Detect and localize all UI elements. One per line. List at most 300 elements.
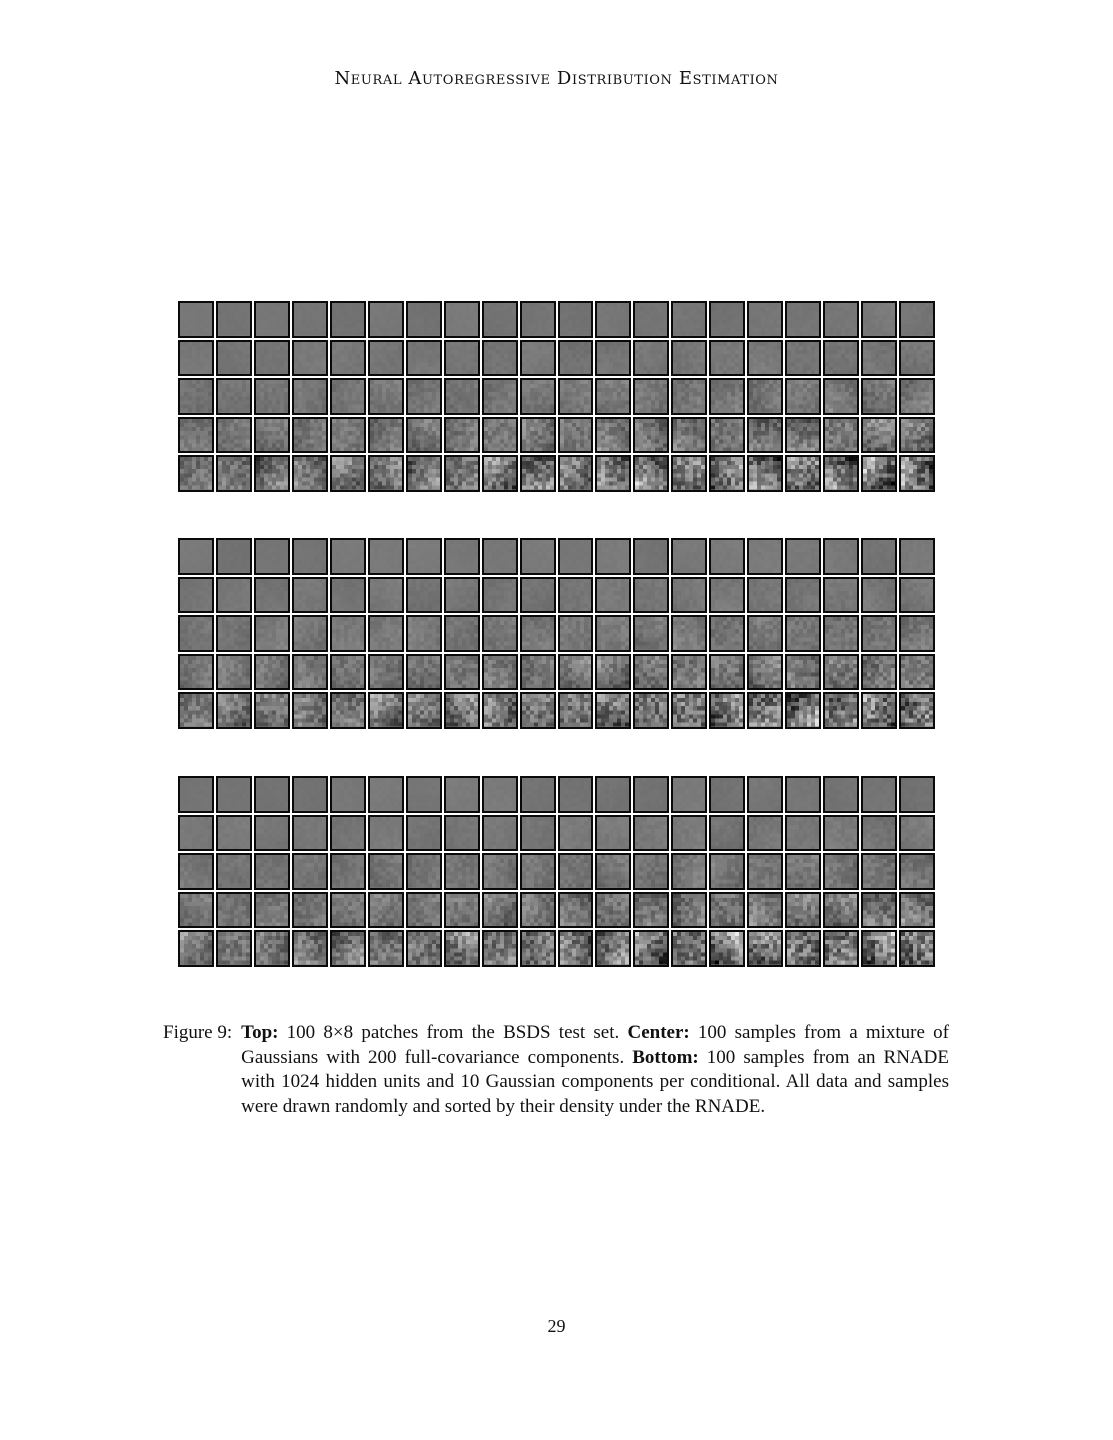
patch xyxy=(671,930,707,967)
patch xyxy=(406,340,442,377)
patch xyxy=(330,577,366,614)
patch xyxy=(520,654,556,691)
patch xyxy=(785,378,821,415)
patch xyxy=(595,654,631,691)
patch xyxy=(595,340,631,377)
patch xyxy=(633,930,669,967)
patch xyxy=(368,654,404,691)
patch xyxy=(861,378,897,415)
patch xyxy=(709,378,745,415)
patch xyxy=(444,692,480,729)
patch xyxy=(633,776,669,813)
patch-panel-center xyxy=(178,538,935,729)
patch xyxy=(444,615,480,652)
patch xyxy=(254,538,290,575)
patch xyxy=(482,815,518,852)
patch xyxy=(482,538,518,575)
patch xyxy=(709,615,745,652)
patch xyxy=(595,538,631,575)
patch xyxy=(330,815,366,852)
patch xyxy=(368,417,404,454)
patch xyxy=(823,378,859,415)
patch xyxy=(292,538,328,575)
patch xyxy=(406,538,442,575)
patch xyxy=(861,301,897,338)
patch xyxy=(406,577,442,614)
patch xyxy=(671,815,707,852)
patch xyxy=(823,853,859,890)
patch xyxy=(368,340,404,377)
patch xyxy=(899,340,935,377)
patch xyxy=(899,930,935,967)
patch xyxy=(178,615,214,652)
patch xyxy=(216,577,252,614)
patch xyxy=(444,538,480,575)
patch xyxy=(520,853,556,890)
patch xyxy=(368,378,404,415)
patch xyxy=(558,654,594,691)
patch xyxy=(482,776,518,813)
patch xyxy=(785,455,821,492)
patch xyxy=(406,301,442,338)
patch xyxy=(595,455,631,492)
patch xyxy=(823,340,859,377)
patch xyxy=(747,340,783,377)
patch xyxy=(558,930,594,967)
patch xyxy=(368,538,404,575)
patch xyxy=(709,301,745,338)
patch xyxy=(633,538,669,575)
patch xyxy=(254,815,290,852)
patch xyxy=(595,301,631,338)
patch xyxy=(558,815,594,852)
patch xyxy=(747,853,783,890)
patch xyxy=(406,853,442,890)
patch xyxy=(292,776,328,813)
patch xyxy=(785,853,821,890)
patch xyxy=(254,776,290,813)
patch xyxy=(633,654,669,691)
patch-panel-bottom xyxy=(178,776,935,967)
patch xyxy=(595,417,631,454)
patch xyxy=(747,930,783,967)
patch xyxy=(671,417,707,454)
patch xyxy=(785,417,821,454)
patch xyxy=(330,776,366,813)
patch xyxy=(823,776,859,813)
patch xyxy=(899,853,935,890)
patch xyxy=(406,892,442,929)
patch xyxy=(785,301,821,338)
patch xyxy=(216,853,252,890)
patch xyxy=(520,417,556,454)
patch xyxy=(444,378,480,415)
patch xyxy=(216,455,252,492)
patch xyxy=(216,815,252,852)
patch xyxy=(633,455,669,492)
patch xyxy=(444,455,480,492)
patch xyxy=(558,340,594,377)
patch xyxy=(899,301,935,338)
patch xyxy=(747,577,783,614)
patch xyxy=(444,776,480,813)
patch xyxy=(254,892,290,929)
patch xyxy=(709,455,745,492)
patch xyxy=(899,776,935,813)
patch xyxy=(785,654,821,691)
patch xyxy=(482,301,518,338)
patch xyxy=(861,776,897,813)
patch xyxy=(178,340,214,377)
patch xyxy=(633,378,669,415)
patch xyxy=(595,692,631,729)
patch xyxy=(633,692,669,729)
patch xyxy=(444,417,480,454)
patch xyxy=(444,930,480,967)
patch xyxy=(709,930,745,967)
patch xyxy=(709,417,745,454)
patch xyxy=(709,776,745,813)
patch xyxy=(520,892,556,929)
patch xyxy=(785,692,821,729)
patch xyxy=(747,815,783,852)
patch xyxy=(292,815,328,852)
patch xyxy=(899,538,935,575)
patch xyxy=(595,815,631,852)
patch xyxy=(406,930,442,967)
patch xyxy=(292,654,328,691)
patch xyxy=(709,577,745,614)
patch xyxy=(823,301,859,338)
patch xyxy=(899,417,935,454)
patch xyxy=(785,615,821,652)
patch xyxy=(368,930,404,967)
patch xyxy=(368,776,404,813)
patch xyxy=(747,892,783,929)
patch xyxy=(558,853,594,890)
patch xyxy=(671,776,707,813)
patch xyxy=(330,378,366,415)
patch xyxy=(671,301,707,338)
patch xyxy=(520,538,556,575)
patch-panel-top xyxy=(178,301,935,492)
patch xyxy=(292,455,328,492)
patch xyxy=(899,892,935,929)
patch xyxy=(254,930,290,967)
patch xyxy=(254,654,290,691)
patch xyxy=(178,815,214,852)
patch xyxy=(178,930,214,967)
patch xyxy=(482,577,518,614)
patch xyxy=(861,853,897,890)
patch xyxy=(216,301,252,338)
caption-center-label: Center: xyxy=(627,1022,690,1043)
patch xyxy=(292,340,328,377)
patch xyxy=(444,340,480,377)
caption-top-text: 100 8×8 patches from the BSDS test set. xyxy=(278,1022,628,1043)
patch xyxy=(368,815,404,852)
patch xyxy=(444,815,480,852)
patch xyxy=(216,417,252,454)
patch xyxy=(785,930,821,967)
patch xyxy=(558,301,594,338)
patch xyxy=(823,654,859,691)
patch xyxy=(633,577,669,614)
patch xyxy=(368,577,404,614)
patch xyxy=(406,417,442,454)
figure-caption xyxy=(163,1021,949,1119)
patch xyxy=(823,417,859,454)
patch xyxy=(330,692,366,729)
running-head: Neural Autoregressive Distribution Estimation xyxy=(334,68,779,89)
caption-label: Figure 9: xyxy=(163,1022,233,1043)
patch xyxy=(178,654,214,691)
patch xyxy=(633,301,669,338)
patch xyxy=(368,853,404,890)
patch xyxy=(178,577,214,614)
patch xyxy=(633,892,669,929)
patch xyxy=(899,654,935,691)
patch xyxy=(709,654,745,691)
patch xyxy=(861,577,897,614)
patch xyxy=(823,615,859,652)
patch xyxy=(709,538,745,575)
patch xyxy=(254,577,290,614)
patch xyxy=(216,378,252,415)
patch xyxy=(330,538,366,575)
patch xyxy=(861,538,897,575)
patch xyxy=(558,776,594,813)
patch xyxy=(861,615,897,652)
patch xyxy=(292,930,328,967)
patch xyxy=(406,776,442,813)
patch xyxy=(216,776,252,813)
patch xyxy=(671,455,707,492)
patch xyxy=(747,378,783,415)
patch xyxy=(520,930,556,967)
patch xyxy=(444,577,480,614)
patch xyxy=(823,692,859,729)
patch xyxy=(254,455,290,492)
patch xyxy=(633,417,669,454)
patch xyxy=(330,417,366,454)
patch xyxy=(595,577,631,614)
patch xyxy=(671,340,707,377)
patch xyxy=(178,378,214,415)
patch xyxy=(178,776,214,813)
patch xyxy=(785,815,821,852)
patch xyxy=(709,692,745,729)
patch xyxy=(406,692,442,729)
patch xyxy=(747,538,783,575)
patch xyxy=(482,892,518,929)
patch xyxy=(254,853,290,890)
patch xyxy=(747,692,783,729)
patch xyxy=(254,615,290,652)
patch xyxy=(558,417,594,454)
patch xyxy=(747,417,783,454)
patch xyxy=(178,892,214,929)
patch xyxy=(899,615,935,652)
patch xyxy=(444,892,480,929)
patch xyxy=(899,692,935,729)
patch xyxy=(330,301,366,338)
patch xyxy=(292,853,328,890)
patch xyxy=(633,340,669,377)
patch xyxy=(520,301,556,338)
patch xyxy=(292,301,328,338)
patch xyxy=(406,378,442,415)
patch xyxy=(330,654,366,691)
patch xyxy=(482,930,518,967)
patch xyxy=(216,340,252,377)
patch xyxy=(671,538,707,575)
patch xyxy=(520,577,556,614)
patch xyxy=(709,340,745,377)
patch xyxy=(292,692,328,729)
patch xyxy=(444,853,480,890)
patch xyxy=(899,455,935,492)
patch xyxy=(785,577,821,614)
caption-top-label: Top: xyxy=(241,1022,279,1043)
patch xyxy=(406,654,442,691)
patch xyxy=(861,455,897,492)
caption-body xyxy=(241,1021,949,1119)
patch xyxy=(292,615,328,652)
patch xyxy=(671,892,707,929)
patch xyxy=(292,417,328,454)
patch xyxy=(406,615,442,652)
patch xyxy=(747,654,783,691)
patch xyxy=(747,455,783,492)
patch xyxy=(178,455,214,492)
patch xyxy=(330,892,366,929)
patch xyxy=(178,853,214,890)
patch xyxy=(595,892,631,929)
patch xyxy=(482,654,518,691)
patch xyxy=(595,776,631,813)
patch xyxy=(254,301,290,338)
caption-bottom-text: 100 samples from an RNADE with 1024 hidden units and 10 Gaussian components per conditional. All data and samples were drawn randomly and sorted by their density under the RNADE. xyxy=(241,1046,949,1117)
patch xyxy=(558,378,594,415)
patch xyxy=(861,892,897,929)
patch xyxy=(899,577,935,614)
patch xyxy=(368,455,404,492)
patch xyxy=(520,815,556,852)
patch xyxy=(671,615,707,652)
patch xyxy=(558,577,594,614)
patch xyxy=(671,654,707,691)
patch xyxy=(178,417,214,454)
patch xyxy=(861,815,897,852)
patch xyxy=(444,301,480,338)
patch xyxy=(747,615,783,652)
patch xyxy=(254,692,290,729)
patch xyxy=(823,815,859,852)
patch xyxy=(785,340,821,377)
patch xyxy=(558,692,594,729)
patch xyxy=(520,615,556,652)
patch xyxy=(595,853,631,890)
patch xyxy=(595,378,631,415)
patch xyxy=(785,776,821,813)
patch xyxy=(633,815,669,852)
patch xyxy=(899,815,935,852)
patch xyxy=(899,378,935,415)
patch xyxy=(216,615,252,652)
patch xyxy=(178,692,214,729)
patch xyxy=(633,853,669,890)
patch xyxy=(709,853,745,890)
patch xyxy=(747,301,783,338)
patch xyxy=(216,892,252,929)
patch xyxy=(444,654,480,691)
patch xyxy=(254,378,290,415)
patch xyxy=(482,340,518,377)
patch xyxy=(482,853,518,890)
patch xyxy=(558,615,594,652)
patch xyxy=(823,538,859,575)
patch xyxy=(482,692,518,729)
patch xyxy=(558,538,594,575)
patch xyxy=(406,815,442,852)
patch xyxy=(671,378,707,415)
patch xyxy=(330,455,366,492)
patch xyxy=(330,930,366,967)
patch xyxy=(861,654,897,691)
patch xyxy=(861,417,897,454)
caption-bottom-label: Bottom: xyxy=(632,1046,699,1068)
patch xyxy=(785,538,821,575)
patch xyxy=(861,340,897,377)
patch xyxy=(482,615,518,652)
patch xyxy=(482,378,518,415)
patch xyxy=(254,417,290,454)
patch xyxy=(595,930,631,967)
patch xyxy=(216,538,252,575)
patch xyxy=(482,417,518,454)
patch xyxy=(671,853,707,890)
patch xyxy=(292,378,328,415)
patch xyxy=(368,615,404,652)
patch xyxy=(292,892,328,929)
patch xyxy=(482,455,518,492)
patch xyxy=(823,930,859,967)
patch xyxy=(558,455,594,492)
patch xyxy=(709,892,745,929)
patch xyxy=(292,577,328,614)
patch xyxy=(671,577,707,614)
patch xyxy=(558,892,594,929)
patch xyxy=(861,930,897,967)
page-number: 29 xyxy=(547,1316,566,1336)
patch xyxy=(823,892,859,929)
patch xyxy=(216,654,252,691)
patch xyxy=(520,340,556,377)
patch xyxy=(368,301,404,338)
caption-center-text: 100 samples from a mixture of Gaussians with 200 full-covariance components. xyxy=(241,1022,949,1068)
patch xyxy=(747,776,783,813)
patch xyxy=(368,892,404,929)
patch xyxy=(178,538,214,575)
patch xyxy=(216,692,252,729)
patch xyxy=(368,692,404,729)
patch xyxy=(823,455,859,492)
patch xyxy=(520,378,556,415)
patch xyxy=(330,340,366,377)
patch xyxy=(520,455,556,492)
patch xyxy=(823,577,859,614)
